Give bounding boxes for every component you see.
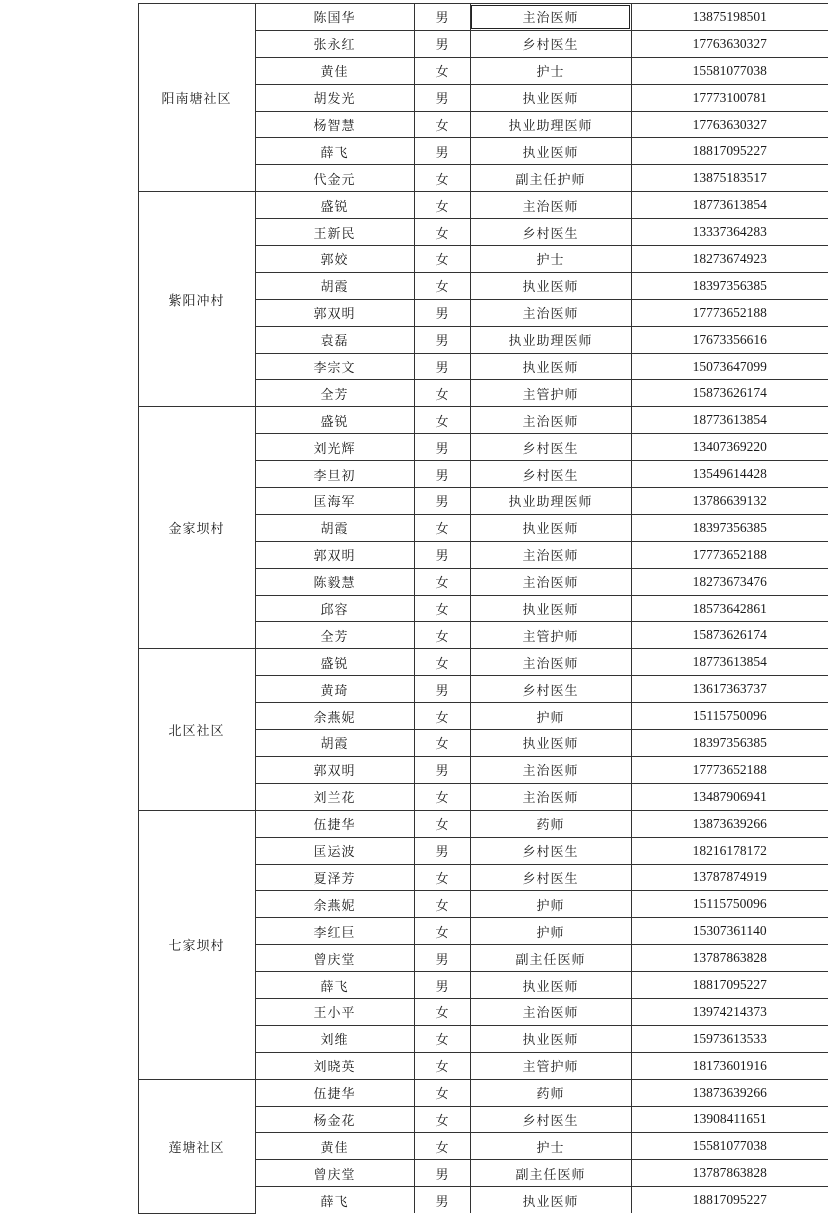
name-cell[interactable]: 匡运波 xyxy=(255,837,414,864)
name-cell[interactable]: 胡霞 xyxy=(255,730,414,757)
phone-cell[interactable]: 13787863828 xyxy=(631,1160,828,1187)
phone-cell[interactable]: 18216178172 xyxy=(631,837,828,864)
title-cell[interactable]: 执业医师 xyxy=(470,730,631,757)
gender-cell[interactable]: 女 xyxy=(414,730,470,757)
name-cell[interactable]: 曾庆堂 xyxy=(255,1160,414,1187)
phone-cell[interactable]: 13787874919 xyxy=(631,864,828,891)
gender-cell[interactable]: 女 xyxy=(414,1052,470,1079)
staff-table xyxy=(0,3,828,1214)
gender-cell[interactable]: 女 xyxy=(414,219,470,246)
name-cell[interactable]: 邱容 xyxy=(255,595,414,622)
gender-cell[interactable]: 女 xyxy=(414,380,470,407)
phone-cell[interactable]: 18817095227 xyxy=(631,1187,828,1213)
title-cell[interactable]: 执业医师 xyxy=(470,972,631,999)
name-cell[interactable]: 刘维 xyxy=(255,1025,414,1052)
name-cell[interactable]: 王新民 xyxy=(255,219,414,246)
name-cell[interactable]: 薛飞 xyxy=(255,1187,414,1213)
name-cell[interactable]: 刘晓英 xyxy=(255,1052,414,1079)
name-cell[interactable]: 郭双明 xyxy=(255,756,414,783)
phone-cell[interactable]: 18573642861 xyxy=(631,595,828,622)
title-cell[interactable]: 乡村医生 xyxy=(470,837,631,864)
gender-cell[interactable]: 男 xyxy=(414,353,470,380)
phone-cell[interactable]: 18397356385 xyxy=(631,514,828,541)
title-cell[interactable]: 副主任医师 xyxy=(470,1160,631,1187)
gender-cell[interactable]: 男 xyxy=(414,1160,470,1187)
name-cell[interactable]: 薛飞 xyxy=(255,138,414,165)
title-cell[interactable]: 主管护师 xyxy=(470,1052,631,1079)
gender-cell[interactable]: 女 xyxy=(414,165,470,192)
gender-cell[interactable]: 男 xyxy=(414,461,470,488)
gender-cell[interactable]: 女 xyxy=(414,272,470,299)
name-cell[interactable]: 伍捷华 xyxy=(255,810,414,837)
phone-cell[interactable]: 18273674923 xyxy=(631,246,828,273)
title-cell[interactable]: 乡村医生 xyxy=(470,219,631,246)
phone-cell[interactable]: 13974214373 xyxy=(631,998,828,1025)
title-cell[interactable]: 执业助理医师 xyxy=(470,488,631,515)
gender-cell[interactable]: 男 xyxy=(414,326,470,353)
gender-cell[interactable]: 男 xyxy=(414,1187,470,1213)
phone-cell[interactable]: 17763630327 xyxy=(631,30,828,57)
phone-cell[interactable]: 17673356616 xyxy=(631,326,828,353)
name-cell[interactable]: 伍捷华 xyxy=(255,1079,414,1106)
community-cell[interactable]: 北区社区 xyxy=(138,649,255,810)
phone-cell[interactable]: 17773652188 xyxy=(631,541,828,568)
title-cell[interactable]: 执业医师 xyxy=(470,514,631,541)
name-cell[interactable]: 夏泽芳 xyxy=(255,864,414,891)
name-cell[interactable]: 曾庆堂 xyxy=(255,945,414,972)
title-cell[interactable]: 执业医师 xyxy=(470,1025,631,1052)
name-cell[interactable]: 李旦初 xyxy=(255,461,414,488)
phone-cell[interactable]: 13908411651 xyxy=(631,1106,828,1133)
title-cell[interactable]: 主管护师 xyxy=(470,380,631,407)
title-cell[interactable]: 执业医师 xyxy=(470,138,631,165)
name-cell[interactable]: 全芳 xyxy=(255,380,414,407)
phone-cell[interactable]: 17773100781 xyxy=(631,84,828,111)
gender-cell[interactable]: 女 xyxy=(414,514,470,541)
phone-cell[interactable]: 18817095227 xyxy=(631,972,828,999)
title-cell[interactable]: 主管护师 xyxy=(470,622,631,649)
gender-cell[interactable]: 男 xyxy=(414,4,470,31)
name-cell[interactable]: 陈毅慧 xyxy=(255,568,414,595)
phone-cell[interactable]: 13875183517 xyxy=(631,165,828,192)
title-cell[interactable]: 药师 xyxy=(470,1079,631,1106)
gender-cell[interactable]: 男 xyxy=(414,837,470,864)
name-cell[interactable]: 郭姣 xyxy=(255,246,414,273)
title-cell[interactable]: 主治医师 xyxy=(470,4,631,31)
gender-cell[interactable]: 男 xyxy=(414,676,470,703)
phone-cell[interactable]: 17773652188 xyxy=(631,299,828,326)
gender-cell[interactable]: 女 xyxy=(414,568,470,595)
name-cell[interactable]: 薛飞 xyxy=(255,972,414,999)
gender-cell[interactable]: 女 xyxy=(414,57,470,84)
name-cell[interactable]: 代金元 xyxy=(255,165,414,192)
name-cell[interactable]: 余燕妮 xyxy=(255,703,414,730)
community-cell[interactable]: 阳南塘社区 xyxy=(138,4,255,192)
phone-cell[interactable]: 18397356385 xyxy=(631,730,828,757)
name-cell[interactable]: 刘光辉 xyxy=(255,434,414,461)
title-cell[interactable]: 执业医师 xyxy=(470,1187,631,1213)
title-cell[interactable]: 主治医师 xyxy=(470,998,631,1025)
gender-cell[interactable]: 女 xyxy=(414,703,470,730)
title-cell[interactable]: 乡村医生 xyxy=(470,461,631,488)
gender-cell[interactable]: 女 xyxy=(414,1133,470,1160)
staff-table-body xyxy=(0,4,828,1214)
title-cell[interactable]: 执业助理医师 xyxy=(470,111,631,138)
title-cell[interactable]: 主治医师 xyxy=(470,541,631,568)
name-cell[interactable]: 王小平 xyxy=(255,998,414,1025)
title-cell[interactable]: 护师 xyxy=(470,703,631,730)
phone-cell[interactable]: 13617363737 xyxy=(631,676,828,703)
phone-cell[interactable]: 18397356385 xyxy=(631,272,828,299)
gender-cell[interactable]: 男 xyxy=(414,972,470,999)
community-cell[interactable]: 金家坝村 xyxy=(138,407,255,649)
gender-cell[interactable]: 男 xyxy=(414,84,470,111)
title-cell[interactable]: 主治医师 xyxy=(470,649,631,676)
phone-cell[interactable]: 13337364283 xyxy=(631,219,828,246)
title-cell[interactable]: 药师 xyxy=(470,810,631,837)
name-cell[interactable]: 胡霞 xyxy=(255,272,414,299)
name-cell[interactable]: 盛锐 xyxy=(255,649,414,676)
phone-cell[interactable]: 15115750096 xyxy=(631,891,828,918)
community-cell[interactable]: 七家坝村 xyxy=(138,810,255,1079)
title-cell[interactable]: 护士 xyxy=(470,57,631,84)
name-cell[interactable]: 刘兰花 xyxy=(255,783,414,810)
gender-cell[interactable]: 女 xyxy=(414,918,470,945)
name-cell[interactable]: 李红巨 xyxy=(255,918,414,945)
gender-cell[interactable]: 女 xyxy=(414,864,470,891)
name-cell[interactable]: 杨金花 xyxy=(255,1106,414,1133)
phone-cell[interactable]: 18817095227 xyxy=(631,138,828,165)
name-cell[interactable]: 黄佳 xyxy=(255,1133,414,1160)
gender-cell[interactable]: 女 xyxy=(414,891,470,918)
name-cell[interactable]: 陈国华 xyxy=(255,4,414,31)
phone-cell[interactable]: 17763630327 xyxy=(631,111,828,138)
title-cell[interactable]: 乡村医生 xyxy=(470,864,631,891)
phone-cell[interactable]: 13873639266 xyxy=(631,810,828,837)
title-cell[interactable]: 护士 xyxy=(470,1133,631,1160)
name-cell[interactable]: 胡霞 xyxy=(255,514,414,541)
gender-cell[interactable]: 女 xyxy=(414,1106,470,1133)
title-cell[interactable]: 副主任护师 xyxy=(470,165,631,192)
gender-cell[interactable]: 女 xyxy=(414,622,470,649)
blank-margin-cell xyxy=(0,4,138,1214)
gender-cell[interactable]: 男 xyxy=(414,30,470,57)
title-cell[interactable]: 主治医师 xyxy=(470,783,631,810)
gender-cell[interactable]: 男 xyxy=(414,756,470,783)
name-cell[interactable]: 全芳 xyxy=(255,622,414,649)
gender-cell[interactable]: 男 xyxy=(414,434,470,461)
name-cell[interactable]: 郭双明 xyxy=(255,541,414,568)
name-cell[interactable]: 杨智慧 xyxy=(255,111,414,138)
phone-cell[interactable]: 15873626174 xyxy=(631,622,828,649)
gender-cell[interactable]: 男 xyxy=(414,299,470,326)
gender-cell[interactable]: 男 xyxy=(414,138,470,165)
name-cell[interactable]: 李宗文 xyxy=(255,353,414,380)
name-cell[interactable]: 匡海军 xyxy=(255,488,414,515)
title-cell[interactable]: 主治医师 xyxy=(470,299,631,326)
title-cell[interactable]: 主治医师 xyxy=(470,756,631,783)
gender-cell[interactable]: 女 xyxy=(414,407,470,434)
gender-cell[interactable]: 女 xyxy=(414,595,470,622)
name-cell[interactable]: 盛锐 xyxy=(255,192,414,219)
phone-cell[interactable]: 15073647099 xyxy=(631,353,828,380)
phone-cell[interactable]: 15581077038 xyxy=(631,1133,828,1160)
phone-cell[interactable]: 13875198501 xyxy=(631,4,828,31)
phone-cell[interactable]: 15307361140 xyxy=(631,918,828,945)
name-cell[interactable]: 黄琦 xyxy=(255,676,414,703)
phone-cell[interactable]: 18173601916 xyxy=(631,1052,828,1079)
gender-cell[interactable]: 男 xyxy=(414,541,470,568)
phone-cell[interactable]: 18773613854 xyxy=(631,649,828,676)
title-cell[interactable]: 主治医师 xyxy=(470,407,631,434)
phone-cell[interactable]: 13786639132 xyxy=(631,488,828,515)
phone-cell[interactable]: 15581077038 xyxy=(631,57,828,84)
community-cell[interactable]: 莲塘社区 xyxy=(138,1079,255,1213)
title-cell[interactable]: 护师 xyxy=(470,918,631,945)
phone-cell[interactable]: 15873626174 xyxy=(631,380,828,407)
title-cell[interactable]: 执业医师 xyxy=(470,353,631,380)
title-cell[interactable]: 主治医师 xyxy=(470,568,631,595)
table-row xyxy=(0,4,828,31)
community-cell[interactable]: 紫阳冲村 xyxy=(138,192,255,407)
title-cell[interactable]: 执业助理医师 xyxy=(470,326,631,353)
title-cell[interactable]: 主治医师 xyxy=(470,192,631,219)
phone-cell[interactable]: 18273673476 xyxy=(631,568,828,595)
title-cell[interactable]: 乡村医生 xyxy=(470,434,631,461)
title-cell[interactable]: 护师 xyxy=(470,891,631,918)
name-cell[interactable]: 黄佳 xyxy=(255,57,414,84)
phone-cell[interactable]: 15115750096 xyxy=(631,703,828,730)
phone-cell[interactable]: 13487906941 xyxy=(631,783,828,810)
phone-cell[interactable]: 13549614428 xyxy=(631,461,828,488)
phone-cell[interactable]: 15973613533 xyxy=(631,1025,828,1052)
name-cell[interactable]: 袁磊 xyxy=(255,326,414,353)
name-cell[interactable]: 郭双明 xyxy=(255,299,414,326)
gender-cell[interactable]: 女 xyxy=(414,649,470,676)
gender-cell[interactable]: 女 xyxy=(414,111,470,138)
name-cell[interactable]: 胡发光 xyxy=(255,84,414,111)
phone-cell[interactable]: 13787863828 xyxy=(631,945,828,972)
gender-cell[interactable]: 女 xyxy=(414,246,470,273)
title-cell[interactable]: 执业医师 xyxy=(470,272,631,299)
gender-cell[interactable]: 女 xyxy=(414,810,470,837)
name-cell[interactable]: 张永红 xyxy=(255,30,414,57)
gender-cell[interactable]: 男 xyxy=(414,488,470,515)
gender-cell[interactable]: 男 xyxy=(414,945,470,972)
name-cell[interactable]: 余燕妮 xyxy=(255,891,414,918)
gender-cell[interactable]: 女 xyxy=(414,1025,470,1052)
title-cell[interactable]: 副主任医师 xyxy=(470,945,631,972)
phone-cell[interactable]: 13873639266 xyxy=(631,1079,828,1106)
name-cell[interactable]: 盛锐 xyxy=(255,407,414,434)
title-cell[interactable]: 执业医师 xyxy=(470,595,631,622)
gender-cell[interactable]: 女 xyxy=(414,783,470,810)
phone-cell[interactable]: 17773652188 xyxy=(631,756,828,783)
title-cell[interactable]: 执业医师 xyxy=(470,84,631,111)
title-cell[interactable]: 乡村医生 xyxy=(470,30,631,57)
title-cell[interactable]: 护士 xyxy=(470,246,631,273)
title-cell[interactable]: 乡村医生 xyxy=(470,1106,631,1133)
phone-cell[interactable]: 18773613854 xyxy=(631,407,828,434)
title-cell[interactable]: 乡村医生 xyxy=(470,676,631,703)
phone-cell[interactable]: 13407369220 xyxy=(631,434,828,461)
gender-cell[interactable]: 女 xyxy=(414,1079,470,1106)
phone-cell[interactable]: 18773613854 xyxy=(631,192,828,219)
gender-cell[interactable]: 女 xyxy=(414,192,470,219)
gender-cell[interactable]: 女 xyxy=(414,998,470,1025)
